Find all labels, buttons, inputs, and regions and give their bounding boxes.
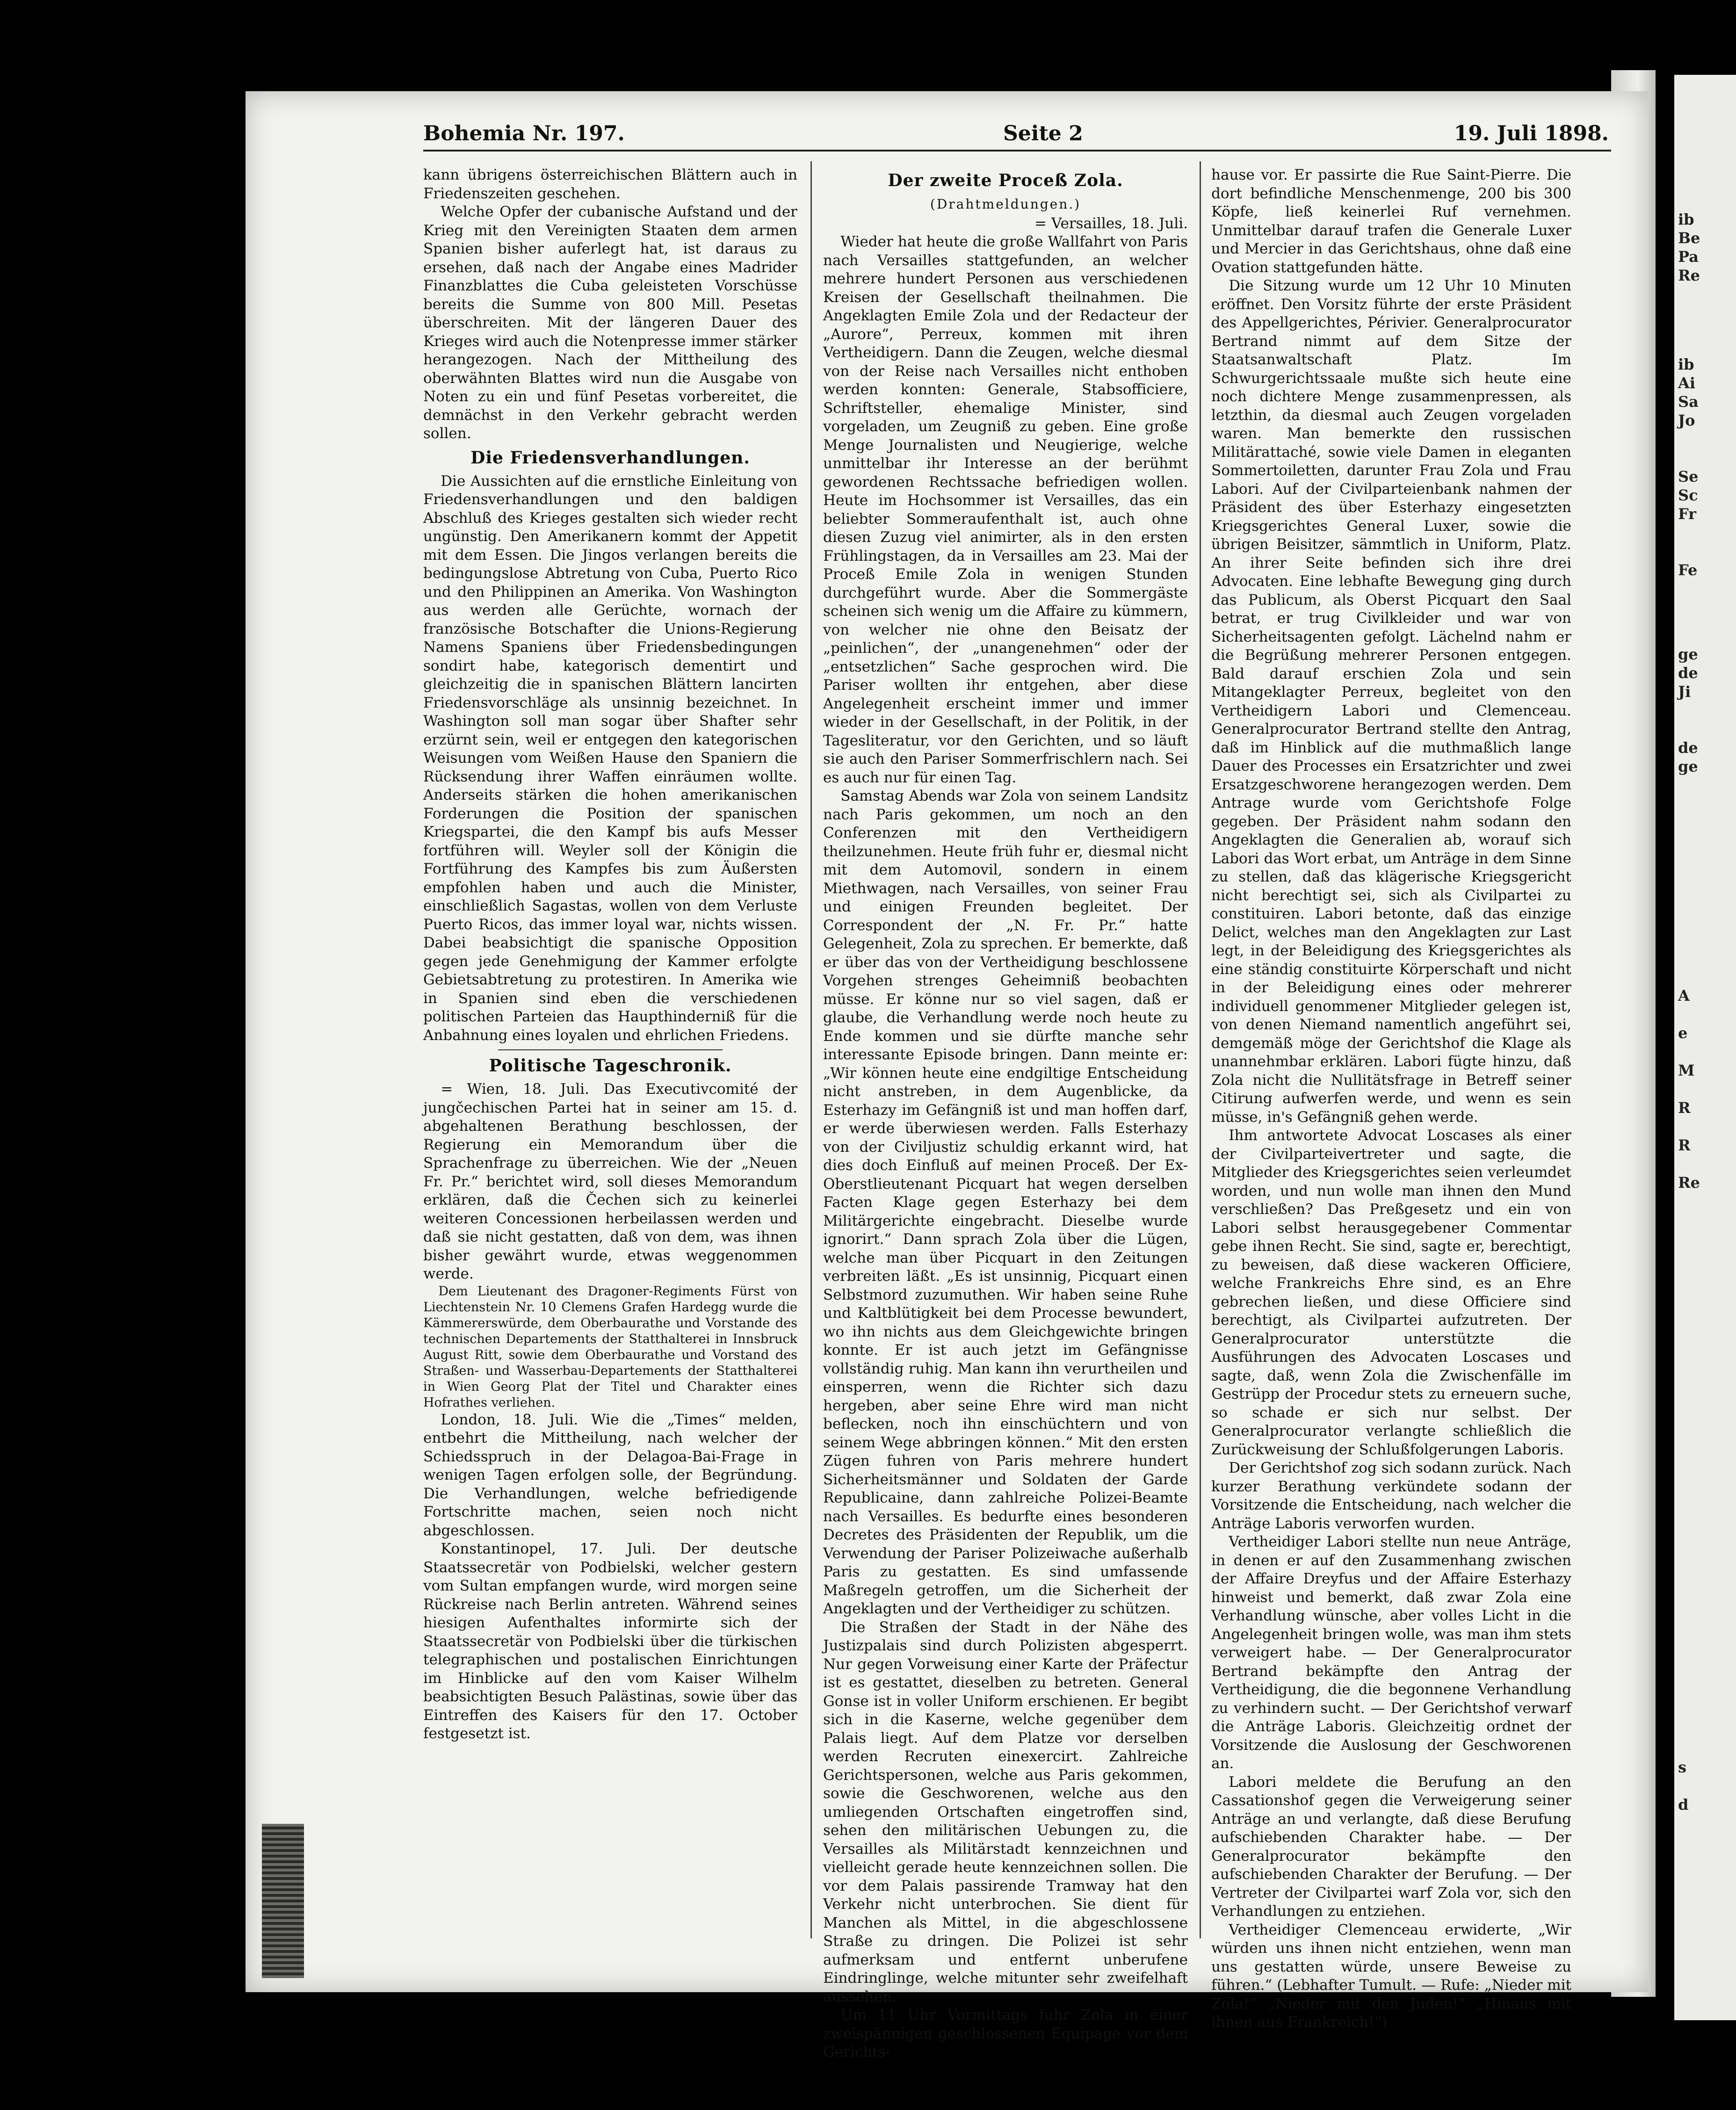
adjacent-page-text: R xyxy=(1678,1136,1691,1154)
article-title: Der zweite Proceß Zola. xyxy=(888,171,1123,190)
column-rule xyxy=(1200,161,1201,1938)
article-paragraph: Wieder hat heute die große Wallfahrt von Paris nach Versailles stattgefunden, an welcher mehrere hundert Personen aus verschiedenen Kreisen der Gesellschaft theilnahmen. Die Angeklagten Emile Zola und der Redacteur der „Aurore“, Perreux, kommen mit ihren Vertheidigern. Dann die Zeugen, welche diesmal von der Reise nach Versailles nicht enthoben werden konnten: Generale, Stabsofficiere, Schriftsteller, ehemalige Minister, sind vorgeladen, um Zeugniß zu geben. Eine große Menge Journalisten und Neugierige, welche unmittelbar ihr Interesse an der berühmt gewordenen Rechtssache befriedigen wollen. Heute im Hochsommer ist Versailles, das ein beliebter Sommeraufenthalt ist, auch ohne diesen Zuzug viel animirter, als in den ersten Frühlingstagen, da in Versailles am 23. Mai der Proceß Emile Zola in wenigen Stunden durchgeführt wurde. Aber die Sommergäste scheinen sich wenig um die Affaire zu kümmern, von welcher nie ohne den Beisatz der „peinlichen“, der „unangenehmen“ oder der „entsetzlichen“ Sache gesprochen wird. Die Pariser wollten ihr entgehen, aber diese Angelegenheit erscheint immer und immer wieder in der Gesellschaft, in der Politik, in der Tagesliteratur, vor den Gerichten, und so läuft sie auch den Pariser Sommerfrischlern nach. Sei es auch nur für einen Tag. xyxy=(823,233,1188,786)
article-paragraph: = Wien, 18. Juli. Das Executivcomité der jungčechischen Partei hat in seiner am 15. d. abgehaltenen Berathung beschlossen, der Regierung ein Memorandum über die Sprachenfrage zu überreichen. Wie der „Neuen Fr. Pr.“ berichtet wird, soll dieses Memorandum erklären, daß die Čechen sich zu keinerlei weiteren Concessionen herbeilassen werden und daß sie nicht gestatten, daß von dem, was ihnen bisher gewährt wurde, etwas weggenommen werde. xyxy=(423,1081,797,1282)
adjacent-page-text: M xyxy=(1678,1062,1695,1079)
article-paragraph: Die Sitzung wurde um 12 Uhr 10 Minuten eröffnet. Den Vorsitz führte der erste Präsident des Appellgerichtes, Périvier. Generalprocurator Bertrand nimmt auf dem Sitze der Staatsanwaltschaft Platz. Im Schwurgerichtssaale mußte sich heute eine noch dichtere Menge zusammenpressen, als letzthin, da diesmal auch Zeugen vorgeladen waren. Man bemerkte den russischen Militärattaché, sowie viele Damen in eleganten Sommertoiletten, darunter Frau Zola und Frau Labori. Auf der Civilparteienbank nahmen der Präsident des über Esterhazy eingesetzten Kriegsgerichtes General Luxer, sowie die übrigen Beisitzer, sämmtlich in Uniform, Platz. An ihrer Seite befinden sich ihre drei Advocaten. Eine lebhafte Bewegung ging durch das Publicum, als Oberst Picquart den Saal betrat, er trug Civilkleider und war von Sicherheitsagenten gefolgt. Lächelnd nahm er die Begrüßung mehrerer Personen entgegen. Bald darauf erschien Zola und sein Mitangeklagter Perreux, begleitet von den Vertheidigern Labori und Clemenceau. Generalprocurator Bertrand stellte den Antrag, daß im Hinblick auf die muthmaßlich lange Dauer des Processes ein Ersatzrichter und zwei Ersatzgeschworene herangezogen werden. Dem Antrage wurde vom Gerichtshofe Folge gegeben. Der Präsident nahm sodann den Angeklagten die Generalien ab, worauf sich Labori das Wort erbat, um Anträge in dem Sinne zu stellen, daß das klägerische Kriegsgericht nicht berechtigt sei, sich als Civilpartei zu constituiren. Labori betonte, daß das einzige Delict, welches man den Angeklagten zur Last legt, in der Beleidigung des Kriegsgerichtes als eine ständig constituirte Körperschaft und nicht in der Beleidigung eines oder mehrerer individuell genommener Mitglieder gelegen ist, von denen Niemand namentlich angeführt sei, demgemäß möge der Gerichtshof die Klage als unannehmbar erklären. Labori fügte hinzu, daß Zola nicht die Nullitätsfrage in Betreff seiner Citirung aufwerfen werde, und wenn es sein müsse, in's Gefängniß gehen werde. xyxy=(1211,277,1571,1126)
adjacent-page-fragment xyxy=(1674,75,1736,2020)
adjacent-page-text: Se xyxy=(1678,468,1699,485)
adjacent-page-text: Fr xyxy=(1678,505,1697,523)
article-paragraph: Vertheidiger Clemenceau erwiderte, „Wir würden uns ihnen nicht entziehen, wenn man uns gestatten würde, unsere Beweise zu führen.“ (Lebhafter Tumult. — Rufe: „Nieder mit Zola!“ „Nieder mit den Juden!“ „Hinaus mit ihnen aus Frankreich!“) xyxy=(1211,1921,1571,2031)
column-3 xyxy=(1211,166,1571,2032)
adjacent-page-text: ge xyxy=(1678,645,1698,663)
article-paragraph: Vertheidiger Labori stellte nun neue Anträge, in denen er auf den Zusammenhang zwischen der Affaire Dreyfus und der Affaire Esterhazy hinweist und bemerkt, daß zwar Zola eine Verhandlung wünsche, aber volles Licht in die Angelegenheit bringen wolle, was man ihm stets verweigert habe. — Der Generalprocurator Bertrand bekämpfte den Antrag der Vertheidigung, die die begonnene Verhandlung zu verhindern sucht. — Der Gerichtshof verwarf die Anträge Laboris. Gleichzeitig ordnet der Vorsitzende die Auslosung der Geschworenen an. xyxy=(1211,1533,1571,1772)
column-rule xyxy=(810,161,812,1938)
adjacent-page-text: Re xyxy=(1678,1174,1700,1192)
header-date: 19. Juli 1898. xyxy=(1454,122,1609,145)
adjacent-page-text: ge xyxy=(1678,758,1698,775)
adjacent-page-text: Re xyxy=(1678,267,1700,284)
column-1 xyxy=(423,166,797,1743)
adjacent-page-text: de xyxy=(1678,664,1698,682)
adjacent-page-text: Jo xyxy=(1678,412,1695,429)
adjacent-page-text: Pa xyxy=(1678,248,1699,266)
section-heading: Politische Tageschronik. xyxy=(489,1056,732,1076)
divider xyxy=(498,1049,723,1050)
dateline: = Versailles, 18. Juli. xyxy=(1034,215,1188,232)
article-paragraph: hause vor. Er passirte die Rue Saint-Pierre. Die dort befindliche Menschenmenge, 200 bis 300 Köpfe, ließ keinerlei Ruf vernehmen. Unmittelbar darauf trafen die Generale Luxer und Mercier in das Gerichtshaus, ohne daß eine Ovation stattgefunden hätte. xyxy=(1211,166,1571,276)
header-page-number: Seite 2 xyxy=(1003,122,1083,145)
section-heading: Die Friedensverhandlungen. xyxy=(470,448,750,468)
article-subtitle: (Drahtmeldungen.) xyxy=(930,196,1081,212)
article-paragraph: Labori meldete die Berufung an den Cassationshof gegen die Verweigerung seiner Anträge an und verlangte, daß diese Berufung aufschiebenden Charakter habe. — Der Generalprocurator bekämpfte den aufschiebenden Charakter der Berufung. — Der Vertreter der Civilpartei warf Zola vor, sich den Verhandlungen zu entziehen. xyxy=(1211,1773,1571,1920)
article-paragraph: kann übrigens österreichischen Blättern auch in Friedenszeiten geschehen. xyxy=(423,166,797,202)
article-paragraph: Welche Opfer der cubanische Aufstand und der Krieg mit den Vereinigten Staaten dem armen Spanien bisher auferlegt hat, ist daraus zu ersehen, daß nach der Angabe eines Madrider Finanzblattes die Cuba geleisteten Vorschüsse bereits die Summe von 800 Mill. Pesetas überschreiten. Mit der längeren Dauer des Krieges wird auch die Notenpresse immer stärker herangezogen. Nach der Mittheilung des oberwähnten Blattes wird nun die Ausgabe von Noten zu ein und fünf Pesetas vorbereitet, die demnächst in den Verkehr gebracht werden sollen. xyxy=(423,203,797,442)
adjacent-page-text: Sc xyxy=(1678,486,1698,504)
article-paragraph: Dem Lieutenant des Dragoner-Regiments Fürst von Liechtenstein Nr. 10 Clemens Grafen Hardegg wurde die Kämmererswürde, dem Oberbaurathe und Vorstande des technischen Departements der Statthalterei in Innsbruck August Ritt, sowie dem Oberbaurathe und Vorstand des Straßen- und Wasserbau-Departements der Statthalterei in Wien Georg Plat der Titel und Charakter eines Hofrathes verliehen. xyxy=(423,1284,797,1410)
page-stack-edge xyxy=(262,1824,304,1978)
adjacent-page-text: ib xyxy=(1678,210,1694,228)
adjacent-page-text: Be xyxy=(1678,229,1700,247)
article-paragraph: London, 18. Juli. Wie die „Times“ melden, entbehrt die Mittheilung, nach welcher der Schiedsspruch in der Delagoa-Bai-Frage in wenigen Tagen erfolgen solle, der Begründung. Die Verhandlungen, welche befriedigende Fortschritte machen, seien noch nicht abgeschlossen. xyxy=(423,1411,797,1539)
adjacent-page-text: ib xyxy=(1678,355,1694,373)
adjacent-page-text: s xyxy=(1678,1758,1687,1776)
adjacent-page-text: R xyxy=(1678,1099,1691,1117)
adjacent-page-text: de xyxy=(1678,739,1698,757)
adjacent-page-text: d xyxy=(1678,1796,1689,1814)
adjacent-page-text: A xyxy=(1678,987,1690,1004)
header-rule xyxy=(423,150,1611,152)
adjacent-page-text: Ji xyxy=(1678,683,1691,701)
column-2 xyxy=(823,166,1188,2062)
adjacent-page-text: Fe xyxy=(1678,561,1698,579)
article-paragraph: Ihm antwortete Advocat Loscases als einer der Civilparteivertreter und sagte, die Mitglieder des Kriegsgerichtes seien verleumdet worden, und nun wolle man ihnen den Mund verschließen? Das Preßgesetz und ein von Labori selbst herausgegebener Commentar gebe ihnen Recht. Sie sind, sagte er, berechtigt, zu beweisen, daß diese wackeren Officiere, welche Frankreichs Ehre sind, es an Ehre gebrechen ließen, und diese Officiere sind berechtigt, als Civilpartei aufzutreten. Der Generalprocurator unterstützte die Ausführungen des Advocaten Loscases und sagte, daß, wenn Zola die Zwischenfälle im Gestrüpp der Procedur stets zu erneuern suche, so schade er sich nur selbst. Der Generalprocurator verlangte schließlich die Zurückweisung der Schlußfolgerungen Laboris. xyxy=(1211,1127,1571,1458)
article-paragraph: Die Aussichten auf die ernstliche Einleitung von Friedensverhandlungen und den baldigen Abschluß des Krieges gestalten sich wieder recht ungünstig. Den Amerikanern kommt der Appetit mit dem Essen. Die Jingos verlangen bereits die bedingungslose Abtretung von Cuba, Puerto Rico und den Philippinen an Amerika. Von Washington aus werden alle Gerüchte, wornach der französische Botschafter die Unions-Regierung Namens Spaniens über Friedensbedingungen sondirt habe, kategorisch dementirt und gleichzeitig die in spanischen Blättern lancirten Friedensvorschläge als unsinnig bezeichnet. In Washington soll man sogar über Shafter sehr erzürnt sein, weil er entgegen den kategorischen Weisungen vom Weißen Hause den Spaniern die Rücksendung ihrer Waffen einräumen wollte. Anderseits stärken die hohen amerikanischen Forderungen die Position der spanischen Kriegspartei, die den Kampf bis aufs Messer fortführen will. Weyler soll der Königin die Fortführung des Kampfes bis zum Äußersten empfohlen haben und auch die Minister, einschließlich Sagastas, wollen von dem Verluste Puerto Ricos, das immer loyal war, nichts wissen. Dabei beabsichtigt die spanische Opposition gegen jede Genehmigung der Kammer erfolgte Gebietsabtretung zu protestiren. In Amerika wie in Spanien sind eben die verschiedenen politischen Parteien das Haupthinderniß für die Anbahnung eines loyalen und ehrlichen Friedens. xyxy=(423,472,797,1044)
adjacent-page-text: e xyxy=(1678,1024,1688,1042)
adjacent-page-text: Ai xyxy=(1678,374,1695,392)
article-paragraph: Der Gerichtshof zog sich sodann zurück. Nach kurzer Berathung verkündete sodann der Vorsitzende die Entscheidung, nach welcher die Anträge Laboris verworfen wurden. xyxy=(1211,1460,1571,1532)
header-paper-issue: Bohemia Nr. 197. xyxy=(423,122,625,145)
article-paragraph: Samstag Abends war Zola von seinem Landsitz nach Paris gekommen, um noch an den Conferenzen mit den Vertheidigern theilzunehmen. Heute früh fuhr er, diesmal nicht mit dem Automovil, sondern in einem Miethwagen, nach Versailles, von seiner Frau und einigen Freunden begleitet. Der Correspondent der „N. Fr. Pr.“ hatte Gelegenheit, Zola zu sprechen. Er bemerkte, daß er über das von der Vertheidigung beschlossene Vorgehen strenges Geheimniß beobachten müsse. Er könne nur so viel sagen, daß er glaube, die Verhandlung werde noch heute zu Ende kommen und sie dürfte manche sehr interessante Episode bringen. Dann meinte er: „Wir können heute eine endgiltige Entscheidung nicht anstreben, in dem Augenblicke, da Esterhazy im Gefängniß ist und man hoffen darf, er werde überwiesen werden. Falls Esterhazy von der Civiljustiz schuldig erkannt wird, hat dies doch Einfluß auf meinen Proceß. Der Ex-Oberstlieutenant Picquart hat wegen derselben Facten Klage gegen Esterhazy bei dem Militärgerichte eingebracht. Dieselbe wurde ignorirt.“ Dann sprach Zola über die Lügen, welche man über Picquart in den Zeitungen verbreiten läßt. „Es ist unsinnig, Picquart einen Selbstmord zuzumuthen. Wir haben seine Ruhe und Kaltblütigkeit bei dem Processe bewundert, wo ihn nichts aus dem Gleichgewichte bringen konnte. Er ist auch jetzt im Gefängnisse vollständig ruhig. Man kann ihn verurtheilen und einsperren, wenn die Richter sich dazu hergeben, aber seine Ehre wird man nicht beflecken, noch ihn einschüchtern und von seinem Wege abbringen können.“ Mit den ersten Zügen fuhren von Paris mehrere hundert Sicherheitsmänner und Soldaten der Garde Republicaine, dann zahlreiche Polizei-Beamte nach Versailles. Es bedurfte eines besonderen Decretes des Präsidenten der Republik, um die Verwendung der Pariser Polizeiwache außerhalb Paris zu gestatten. Es sind umfassende Maßregeln getroffen, um die Sicherheit der Angeklagten und der Vertheidiger zu schützen. xyxy=(823,788,1188,1617)
adjacent-page-text: Sa xyxy=(1678,393,1699,411)
article-paragraph: Die Straßen der Stadt in der Nähe des Justizpalais sind durch Polizisten abgesperrt. Nur gegen Vorweisung einer Karte der Präfectur ist es gestattet, dieselben zu betreten. General Gonse ist in voller Uniform erschienen. Er begibt sich in die Kaserne, welche gegenüber dem Palais liegt. Auf dem Platze vor derselben werden Recruten einexercirt. Zahlreiche Gerichtspersonen, welche aus Paris gekommen, sowie die Geschworenen, welche aus den umliegenden Ortschaften eingetroffen sind, sehen den militärischen Uebungen zu, die Versailles als Militärstadt kennzeichnen und vielleicht gerade heute kennzeichnen sollen. Die vor dem Palais passirende Tramway hat den Verkehr nicht unterbrochen. Sie dient für Manchen als Mittel, in die abgeschlossene Straße zu dringen. Die Polizei ist sehr aufmerksam und entfernt unberufene Eindringlinge, welche mitunter sehr zweifelhaft aussehen. xyxy=(823,1619,1188,2005)
newspaper-page xyxy=(246,91,1649,2060)
article-paragraph: Um 11 Uhr Vormittags fuhr Zola in einer zweispännigen geschlossenen Equipage vor dem Gerichts- xyxy=(823,2007,1188,2060)
article-paragraph: Konstantinopel, 17. Juli. Der deutsche Staatssecretär von Podbielski, welcher gestern vom Sultan empfangen wurde, wird morgen seine Rückreise nach Berlin antreten. Während seines hiesigen Aufenthaltes informirte sich der Staatssecretär von Podbielski über die türkischen telegraphischen und postalischen Einrichtungen im Hinblicke auf den vom Kaiser Wilhelm beabsichtigten Besuch Palästinas, sowie über das Eintreffen des Kaisers für den 17. October festgesetzt ist. xyxy=(423,1540,797,1742)
